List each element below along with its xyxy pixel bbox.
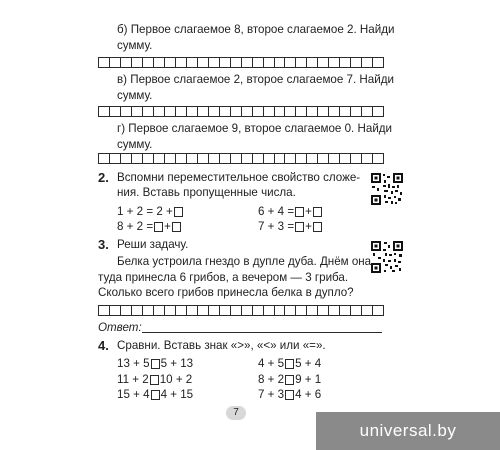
expression-right: 10 + 2 — [159, 373, 193, 386]
grid-cell[interactable] — [285, 154, 296, 163]
grid-cell[interactable] — [165, 58, 176, 67]
expression-left: 7 + 3 — [258, 388, 285, 401]
grid-cell[interactable] — [187, 154, 198, 163]
grid-cell[interactable] — [110, 306, 121, 315]
grid-cell[interactable] — [220, 306, 231, 315]
plus-sign: + — [164, 220, 171, 233]
grid-cell[interactable] — [318, 154, 329, 163]
task-v-line1: в) Первое слагаемое 2, второе слагаемое 7. Найди — [117, 73, 394, 86]
task4-cmp-right-1 — [258, 356, 321, 372]
grid-cell[interactable] — [242, 107, 253, 116]
task2-eq-right-1 — [258, 204, 323, 220]
sign-box[interactable] — [151, 390, 160, 400]
grid-cell[interactable] — [99, 58, 110, 67]
grid-cell[interactable] — [373, 306, 383, 315]
grid-cell[interactable] — [307, 107, 318, 116]
task2-line1: Вспомни переместительное свойство сложе- — [117, 171, 361, 184]
equation-text: 8 + 2 = — [117, 220, 154, 233]
grid-cell[interactable] — [154, 107, 165, 116]
grid-cell[interactable] — [242, 58, 253, 67]
grid-cell[interactable] — [220, 107, 231, 116]
answer-grid-b — [98, 57, 384, 68]
plus-sign: + — [305, 220, 312, 233]
grid-cell[interactable] — [253, 306, 264, 315]
grid-cell[interactable] — [362, 107, 373, 116]
grid-cell[interactable] — [307, 58, 318, 67]
task4-number: 4. — [98, 338, 109, 353]
grid-cell[interactable] — [220, 58, 231, 67]
sign-box[interactable] — [285, 359, 294, 369]
task2-line2: ния. Вставь пропущенные числа. — [117, 186, 296, 199]
grid-cell[interactable] — [296, 306, 307, 315]
task3-line1: Белка устроила гнездо в дупле дуба. Днём она — [117, 255, 372, 268]
grid-cell[interactable] — [198, 306, 209, 315]
grid-cell[interactable] — [362, 154, 373, 163]
grid-cell[interactable] — [110, 107, 121, 116]
grid-cell[interactable] — [264, 58, 275, 67]
grid-cell[interactable] — [198, 154, 209, 163]
task2-number: 2. — [98, 170, 109, 185]
answer-box[interactable] — [295, 222, 304, 232]
task4-cmp-right-3 — [258, 387, 321, 403]
grid-cell[interactable] — [198, 58, 209, 67]
grid-cell[interactable] — [154, 154, 165, 163]
task-b-line1: б) Первое слагаемое 8, второе слагаемое 2. Найди — [117, 23, 395, 36]
watermark: universal.by — [316, 412, 500, 450]
plus-sign: + — [305, 205, 312, 218]
grid-cell[interactable] — [296, 154, 307, 163]
grid-cell[interactable] — [143, 58, 154, 67]
expression-right: 9 + 1 — [295, 373, 322, 386]
sign-box[interactable] — [150, 375, 159, 385]
grid-cell[interactable] — [154, 306, 165, 315]
answer-box[interactable] — [174, 207, 183, 217]
task2-eq-left-1 — [117, 204, 184, 220]
expression-left: 15 + 4 — [117, 388, 150, 401]
grid-cell[interactable] — [99, 306, 110, 315]
grid-cell[interactable] — [132, 107, 143, 116]
equation-text: 1 + 2 = 2 + — [117, 205, 173, 218]
expression-right: 4 + 15 — [160, 388, 194, 401]
grid-cell[interactable] — [373, 58, 383, 67]
grid-cell[interactable] — [373, 154, 383, 163]
qr-code-graphic-task3 — [370, 240, 404, 274]
expression-right: 5 + 13 — [160, 357, 194, 370]
grid-cell[interactable] — [264, 154, 275, 163]
grid-cell[interactable] — [264, 107, 275, 116]
grid-cell[interactable] — [165, 107, 176, 116]
task3-line2: туда принесла 6 грибов, а вечером — 3 гриба. — [98, 271, 349, 284]
expression-left: 4 + 5 — [258, 357, 285, 370]
grid-cell[interactable] — [275, 58, 286, 67]
grid-cell[interactable] — [176, 154, 187, 163]
grid-cell[interactable] — [253, 58, 264, 67]
grid-cell[interactable] — [242, 154, 253, 163]
expression-left: 13 + 5 — [117, 357, 150, 370]
answer-grid-task3 — [98, 305, 384, 316]
grid-cell[interactable] — [165, 154, 176, 163]
answer-box[interactable] — [154, 222, 163, 232]
grid-cell[interactable] — [351, 306, 362, 315]
expression-left: 11 + 2 — [117, 373, 149, 386]
grid-cell[interactable] — [285, 306, 296, 315]
task3-line3: Сколько всего грибов принесла белка в дупло? — [98, 286, 354, 299]
grid-cell[interactable] — [176, 58, 187, 67]
expression-left: 8 + 2 — [258, 373, 285, 386]
grid-cell[interactable] — [143, 154, 154, 163]
qr-code-icon — [370, 240, 404, 274]
grid-cell[interactable] — [362, 306, 373, 315]
grid-cell[interactable] — [307, 306, 318, 315]
qr-code-icon — [370, 172, 404, 206]
task2-eq-left-2 — [117, 219, 182, 235]
grid-cell[interactable] — [110, 58, 121, 67]
answer-label: Ответ: — [98, 321, 142, 334]
grid-cell[interactable] — [121, 306, 132, 315]
grid-cell[interactable] — [231, 306, 242, 315]
grid-cell[interactable] — [373, 107, 383, 116]
grid-cell[interactable] — [209, 107, 220, 116]
grid-cell[interactable] — [329, 154, 340, 163]
grid-cell[interactable] — [187, 107, 198, 116]
grid-cell[interactable] — [340, 107, 351, 116]
grid-cell[interactable] — [242, 306, 253, 315]
grid-cell[interactable] — [340, 154, 351, 163]
grid-cell[interactable] — [329, 107, 340, 116]
grid-cell[interactable] — [275, 306, 286, 315]
grid-cell[interactable] — [209, 306, 220, 315]
task4-cmp-right-2 — [258, 372, 321, 388]
grid-cell[interactable] — [209, 58, 220, 67]
grid-cell[interactable] — [275, 107, 286, 116]
task-b-line2: сумму. — [117, 39, 153, 52]
grid-cell[interactable] — [329, 58, 340, 67]
expression-right: 5 + 4 — [295, 357, 322, 370]
grid-cell[interactable] — [253, 154, 264, 163]
grid-cell[interactable] — [231, 154, 242, 163]
grid-cell[interactable] — [351, 107, 362, 116]
task4-cmp-left-3 — [117, 387, 193, 403]
grid-cell[interactable] — [209, 154, 220, 163]
sign-box[interactable] — [151, 359, 160, 369]
task4-cmp-left-1 — [117, 356, 193, 372]
grid-cell[interactable] — [220, 154, 231, 163]
task4-cmp-left-2 — [117, 372, 192, 388]
grid-cell[interactable] — [253, 107, 264, 116]
grid-cell[interactable] — [351, 58, 362, 67]
grid-cell[interactable] — [121, 107, 132, 116]
grid-cell[interactable] — [187, 58, 198, 67]
task-g-line1: г) Первое слагаемое 9, второе слагаемое 0. Найди — [117, 122, 393, 135]
grid-cell[interactable] — [198, 107, 209, 116]
answer-box[interactable] — [295, 207, 304, 217]
answer-box[interactable] — [313, 222, 322, 232]
page-number: 7 — [226, 406, 246, 420]
grid-cell[interactable] — [99, 107, 110, 116]
task3-number: 3. — [98, 237, 109, 252]
grid-cell[interactable] — [318, 58, 329, 67]
answer-line[interactable] — [142, 331, 382, 333]
sign-box[interactable] — [285, 375, 294, 385]
grid-cell[interactable] — [132, 58, 143, 67]
grid-cell[interactable] — [307, 154, 318, 163]
grid-cell[interactable] — [187, 306, 198, 315]
grid-cell[interactable] — [121, 154, 132, 163]
grid-cell[interactable] — [110, 154, 121, 163]
grid-cell[interactable] — [99, 154, 110, 163]
grid-cell[interactable] — [143, 107, 154, 116]
task3-title: Реши задачу. — [117, 238, 189, 251]
task2-eq-right-2 — [258, 219, 323, 235]
grid-cell[interactable] — [340, 58, 351, 67]
grid-cell[interactable] — [154, 58, 165, 67]
grid-cell[interactable] — [176, 107, 187, 116]
grid-cell[interactable] — [340, 306, 351, 315]
grid-cell[interactable] — [176, 306, 187, 315]
grid-cell[interactable] — [285, 58, 296, 67]
grid-cell[interactable] — [351, 154, 362, 163]
grid-cell[interactable] — [264, 306, 275, 315]
grid-cell[interactable] — [143, 306, 154, 315]
answer-box[interactable] — [313, 207, 322, 217]
answer-grid-v — [98, 106, 384, 117]
task-v-line2: сумму. — [117, 89, 153, 102]
grid-cell[interactable] — [296, 107, 307, 116]
task-g-line2: сумму. — [117, 138, 153, 151]
expression-right: 4 + 6 — [295, 388, 322, 401]
sign-box[interactable] — [285, 390, 294, 400]
grid-cell[interactable] — [285, 107, 296, 116]
grid-cell[interactable] — [121, 58, 132, 67]
grid-cell[interactable] — [165, 306, 176, 315]
grid-cell[interactable] — [132, 154, 143, 163]
grid-cell[interactable] — [329, 306, 340, 315]
grid-cell[interactable] — [231, 107, 242, 116]
grid-cell[interactable] — [132, 306, 143, 315]
grid-cell[interactable] — [318, 306, 329, 315]
grid-cell[interactable] — [275, 154, 286, 163]
grid-cell[interactable] — [318, 107, 329, 116]
answer-grid-g — [98, 153, 384, 164]
grid-cell[interactable] — [362, 58, 373, 67]
equation-text: 7 + 3 = — [258, 220, 295, 233]
task4-title: Сравни. Вставь знак «>», «<» или «=». — [117, 339, 326, 352]
equation-text: 6 + 4 = — [258, 205, 295, 218]
grid-cell[interactable] — [296, 58, 307, 67]
answer-box[interactable] — [172, 222, 181, 232]
grid-cell[interactable] — [231, 58, 242, 67]
qr-code-graphic-task2 — [370, 172, 404, 206]
